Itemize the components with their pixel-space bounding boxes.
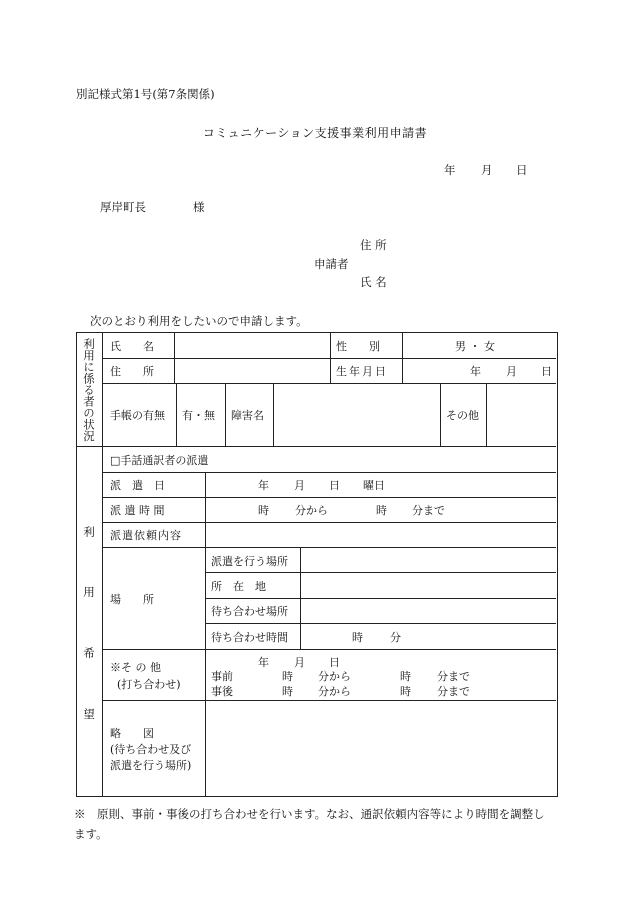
- dispatch-place-label: 派遣を行う場所: [211, 555, 288, 568]
- meeting-min-unit: 分: [390, 631, 401, 644]
- before-start-hour-unit: 時: [282, 670, 293, 683]
- footnote: ※ 原則、事前・事後の打ち合わせを行います。なお、通訳依頼内容等により時間を調整します。: [74, 807, 545, 841]
- other-month-unit: 月: [294, 656, 305, 669]
- dispatch-end-hour-unit: 時: [376, 504, 387, 517]
- address-label: 住 所: [110, 365, 154, 378]
- dispatch-year-unit: 年: [258, 479, 269, 492]
- column-divider: [176, 383, 177, 446]
- column-divider: [330, 332, 331, 383]
- other-year-unit: 年: [258, 656, 269, 669]
- meeting-hour-unit: 時: [352, 631, 363, 644]
- user-section-label: 利用に係る者の状況: [82, 338, 96, 442]
- after-end-hour-unit: 時: [400, 685, 411, 698]
- map-sub-1: (待ち合わせ及び: [110, 743, 192, 756]
- birth-day-unit: 日: [541, 365, 552, 378]
- dispatch-content-label: 派遣依頼内容: [110, 529, 182, 542]
- after-start-min-unit: 分から: [318, 685, 351, 698]
- addressee-honorific: 様: [193, 200, 205, 214]
- before-start-min-unit: 分から: [318, 670, 351, 683]
- row-divider: [205, 572, 556, 573]
- dispatch-time-label: 派 遣 時 間: [110, 504, 165, 517]
- request-side-char-4: 望: [83, 707, 95, 721]
- after-end-min-unit: 分まで: [437, 685, 470, 698]
- location-label: 所 在 地: [211, 580, 266, 593]
- addressee-name: 厚岸町長: [100, 200, 146, 214]
- row-divider: [102, 522, 556, 523]
- row-divider: [102, 649, 556, 650]
- disability-label: 障害名: [231, 409, 264, 422]
- document-title: コミュニケーション支援事業利用申請書: [202, 126, 428, 140]
- sex-label: 性 別: [336, 340, 380, 353]
- handbook-label: 手帳の有無: [110, 409, 165, 422]
- other-label: その他: [446, 409, 479, 422]
- applicant-address-label: 住 所: [360, 238, 387, 252]
- column-divider: [440, 383, 441, 446]
- after-label: 事後: [211, 685, 233, 698]
- meeting-place-label: 待ち合わせ場所: [211, 605, 288, 618]
- row-divider: [102, 547, 556, 548]
- birth-year-unit: 年: [470, 365, 481, 378]
- date-day-label: 日: [516, 163, 528, 177]
- column-divider: [225, 383, 226, 446]
- dispatch-day-unit: 日: [329, 479, 340, 492]
- sign-language-checkbox[interactable]: □手話通訳者の派遣: [110, 454, 209, 467]
- before-end-hour-unit: 時: [400, 670, 411, 683]
- after-start-hour-unit: 時: [282, 685, 293, 698]
- sex-options: 男 ・ 女: [455, 340, 495, 353]
- before-label: 事前: [211, 670, 233, 683]
- birth-month-unit: 月: [506, 365, 517, 378]
- dispatch-start-min-unit: 分から: [295, 504, 328, 517]
- column-divider: [273, 383, 274, 446]
- map-sub-2: 派遣を行う場所): [110, 759, 192, 772]
- column-divider: [300, 547, 301, 649]
- intro-text: 次のとおり利用をしたいので申請します。: [90, 314, 308, 328]
- other-day-unit: 日: [329, 656, 340, 669]
- column-divider: [402, 332, 403, 383]
- dispatch-weekday-unit: 曜日: [363, 479, 385, 492]
- request-side-char-2: 用: [83, 585, 95, 599]
- dispatch-day-label: 派 遣 日: [110, 479, 165, 492]
- column-divider: [102, 332, 103, 796]
- form-number: 別記様式第1号(第7条関係): [76, 87, 215, 101]
- meeting-time-label: 待ち合わせ時間: [211, 631, 288, 644]
- handbook-options: 有・無: [182, 409, 215, 422]
- date-month-label: 月: [481, 163, 493, 177]
- row-divider: [102, 383, 556, 384]
- other-meeting-label: ※そ の 他: [110, 661, 161, 674]
- map-label: 略 図: [110, 727, 154, 740]
- request-side-char-3: 希: [83, 646, 95, 660]
- row-divider: [205, 598, 556, 599]
- row-divider: [102, 700, 556, 701]
- applicant-name-label: 氏 名: [360, 275, 387, 289]
- row-divider: [205, 623, 556, 624]
- applicant-label: 申請者: [314, 257, 349, 271]
- place-label: 場 所: [110, 593, 154, 606]
- name-label: 氏 名: [110, 340, 154, 353]
- row-divider: [102, 497, 556, 498]
- row-divider: [102, 472, 556, 473]
- dispatch-month-unit: 月: [294, 479, 305, 492]
- dispatch-end-min-unit: 分まで: [412, 504, 445, 517]
- request-side-char-1: 利: [83, 525, 95, 539]
- dispatch-start-hour-unit: 時: [258, 504, 269, 517]
- section-divider: [76, 446, 556, 447]
- other-meeting-sub: (打ち合わせ): [117, 678, 181, 691]
- column-divider: [205, 472, 206, 796]
- column-divider: [486, 383, 487, 446]
- column-divider: [174, 332, 175, 383]
- before-end-min-unit: 分まで: [437, 670, 470, 683]
- row-divider: [102, 358, 556, 359]
- date-year-label: 年: [444, 163, 456, 177]
- birth-date-label: 生年月日: [336, 365, 388, 378]
